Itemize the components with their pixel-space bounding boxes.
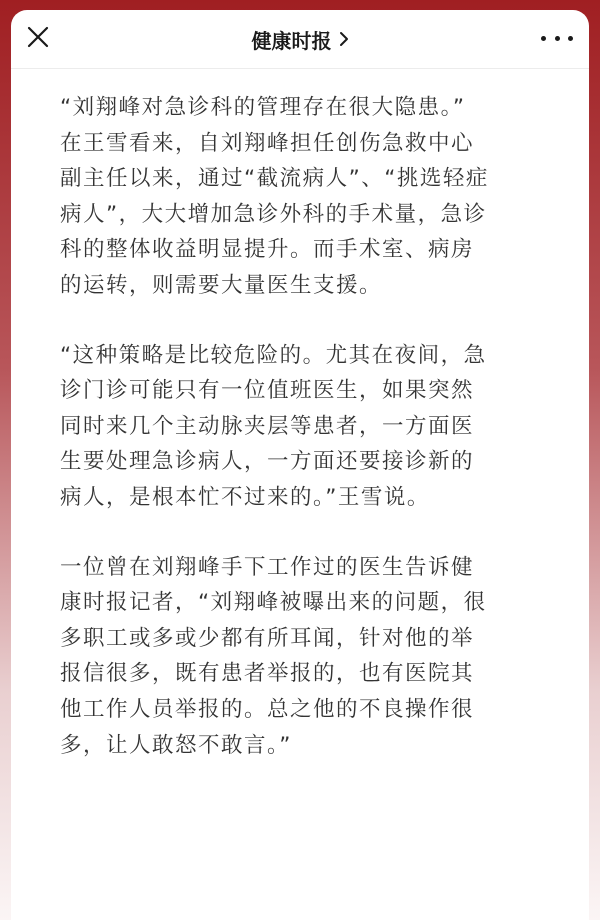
article-paragraph [60,338,539,516]
paragraph-line: 科的整体收益明显提升。而手术室、病房 [60,237,475,263]
chevron-right-icon [339,31,349,47]
more-dots-icon [555,36,560,41]
article-body [11,69,589,763]
paragraph-line: 诊门诊可能只有一位值班医生，如果突然 [60,378,475,404]
paragraph-line: 副主任以来，通过“截流病人”、“挑选轻症 [60,166,489,192]
page-title: 健康时报 [251,28,332,53]
paragraph-line: 一位曾在刘翔峰手下工作过的医生告诉健 [60,554,475,580]
paragraph-line: 在王雪看来，自刘翔峰担任创伤急救中心 [60,130,475,156]
paragraph-line: 他工作人员举报的。总之他的不良操作很 [60,696,475,722]
paragraph-line: 病人”，大大增加急诊外科的手术量，急诊 [60,201,487,227]
paragraph-line: 病人，是根本忙不过来的。”王雪说。 [60,484,430,510]
paragraph-line: 同时来几个主动脉夹层等患者，一方面医 [60,413,475,439]
navigation-bar [11,10,589,69]
more-dots-icon [568,36,573,41]
close-button[interactable] [25,24,51,50]
article-paragraph [60,550,539,764]
paragraph-line: 的运转，则需要大量医生支援。 [60,272,383,298]
account-title-link[interactable] [252,25,349,54]
paragraph-line: 多职工或多或少都有所耳闻，针对他的举 [60,625,475,651]
article-paragraph [60,90,539,304]
more-dots-icon [541,36,546,41]
paragraph-line: “刘翔峰对急诊科的管理存在很大隐患。” [60,95,466,120]
more-options-button[interactable] [541,28,573,48]
paragraph-line: 报信很多，既有患者举报的，也有医院其 [60,661,475,687]
paragraph-line: “这种策略是比较危险的。尤其在夜间，急 [60,342,487,368]
article-window [11,10,589,920]
paragraph-line: 生要处理急诊病人，一方面还要接诊新的 [60,449,475,475]
paragraph-line: 康时报记者，“刘翔峰被曝出来的问题，很 [60,590,487,616]
close-icon [25,24,51,50]
paragraph-line: 多，让人敢怒不敢言。” [60,732,292,758]
